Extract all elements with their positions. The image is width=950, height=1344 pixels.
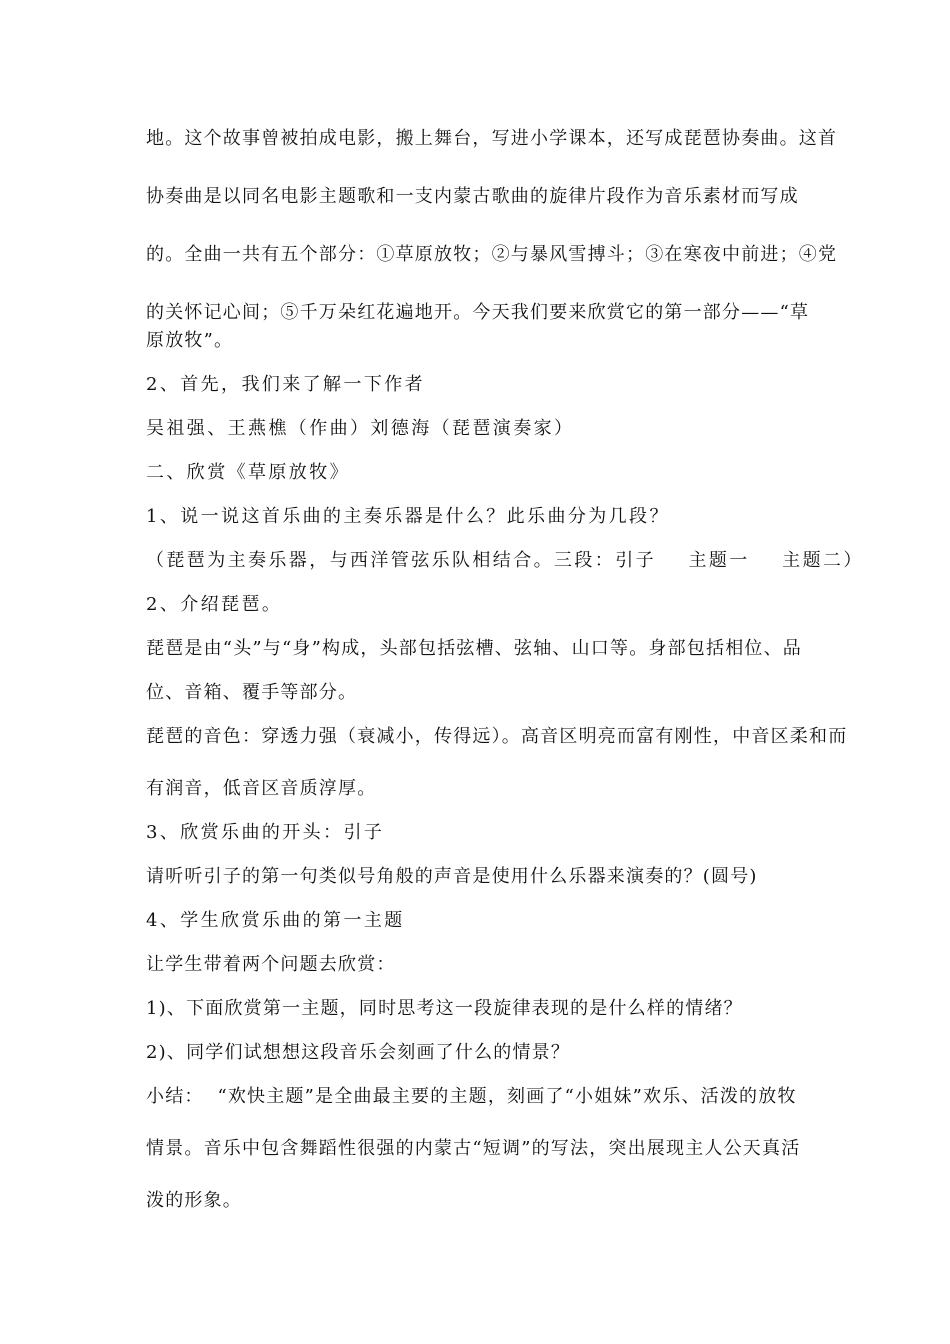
question-line: 请听听引子的第一句类似号角般的声音是使用什么乐器来演奏的？(圆号) [146, 866, 758, 887]
section-item: 4、学生欣赏乐曲的第一主题 [146, 910, 405, 931]
question-line: 1、说一说这首乐曲的主奏乐器是什么？此乐曲分为几段？ [146, 506, 670, 527]
author-line: 吴祖强、王燕樵（作曲）刘德海（琵琶演奏家） [146, 418, 575, 439]
section-item: 2、介绍琵琶。 [146, 594, 283, 615]
paragraph-line: 的。全曲一共有五个部分：①草原放牧；②与暴风雪搏斗；③在寒夜中前进；④党 [146, 244, 838, 265]
summary-line: 小结： “欢快主题”是全曲最主要的主题，刻画了“小姐妹”欢乐、活泼的放牧 [146, 1086, 797, 1107]
question-line: 1)、下面欣赏第一主题，同时思考这一段旋律表现的是什么样的情绪？ [146, 998, 743, 1019]
paragraph-line: 位、音箱、覆手等部分。 [146, 682, 358, 703]
paragraph-line: 地。这个故事曾被拍成电影，搬上舞台，写进小学课本，还写成琵琶协奏曲。这首 [146, 128, 838, 149]
summary-line: 情景。音乐中包含舞蹈性很强的内蒙古“短调”的写法，突出展现主人公天真活 [146, 1138, 801, 1159]
paragraph-line: 琵琶的音色：穿透力强（衰减小，传得远）。高音区明亮而富有刚性，中音区柔和而 [146, 726, 848, 747]
paragraph-line: 原放牧”。 [146, 330, 234, 351]
paragraph-line: 的关怀记心间；⑤千万朵红花遍地开。今天我们要来欣赏它的第一部分——“草 [146, 302, 810, 323]
paragraph-line: 让学生带着两个问题去欣赏： [146, 954, 396, 975]
paragraph-line: 有润音，低音区音质淳厚。 [146, 778, 377, 799]
paragraph-line: 琵琶是由“头”与“身”构成，头部包括弦槽、弦轴、山口等。身部包括相位、品 [146, 638, 803, 659]
section-heading: 二、欣赏《草原放牧》 [146, 462, 350, 483]
question-line: 2)、同学们试想想这段音乐会刻画了什么的情景？ [146, 1042, 571, 1063]
answer-line: （琵琶为主奏乐器，与西洋管弦乐队相结合。三段：引子 主题一 主题二） [146, 550, 864, 571]
section-item: 3、欣赏乐曲的开头：引子 [146, 822, 385, 843]
section-item: 2、首先，我们来了解一下作者 [146, 374, 426, 395]
summary-line: 泼的形象。 [146, 1190, 242, 1211]
paragraph-line: 协奏曲是以同名电影主题歌和一支内蒙古歌曲的旋律片段作为音乐素材而写成 [146, 186, 799, 207]
